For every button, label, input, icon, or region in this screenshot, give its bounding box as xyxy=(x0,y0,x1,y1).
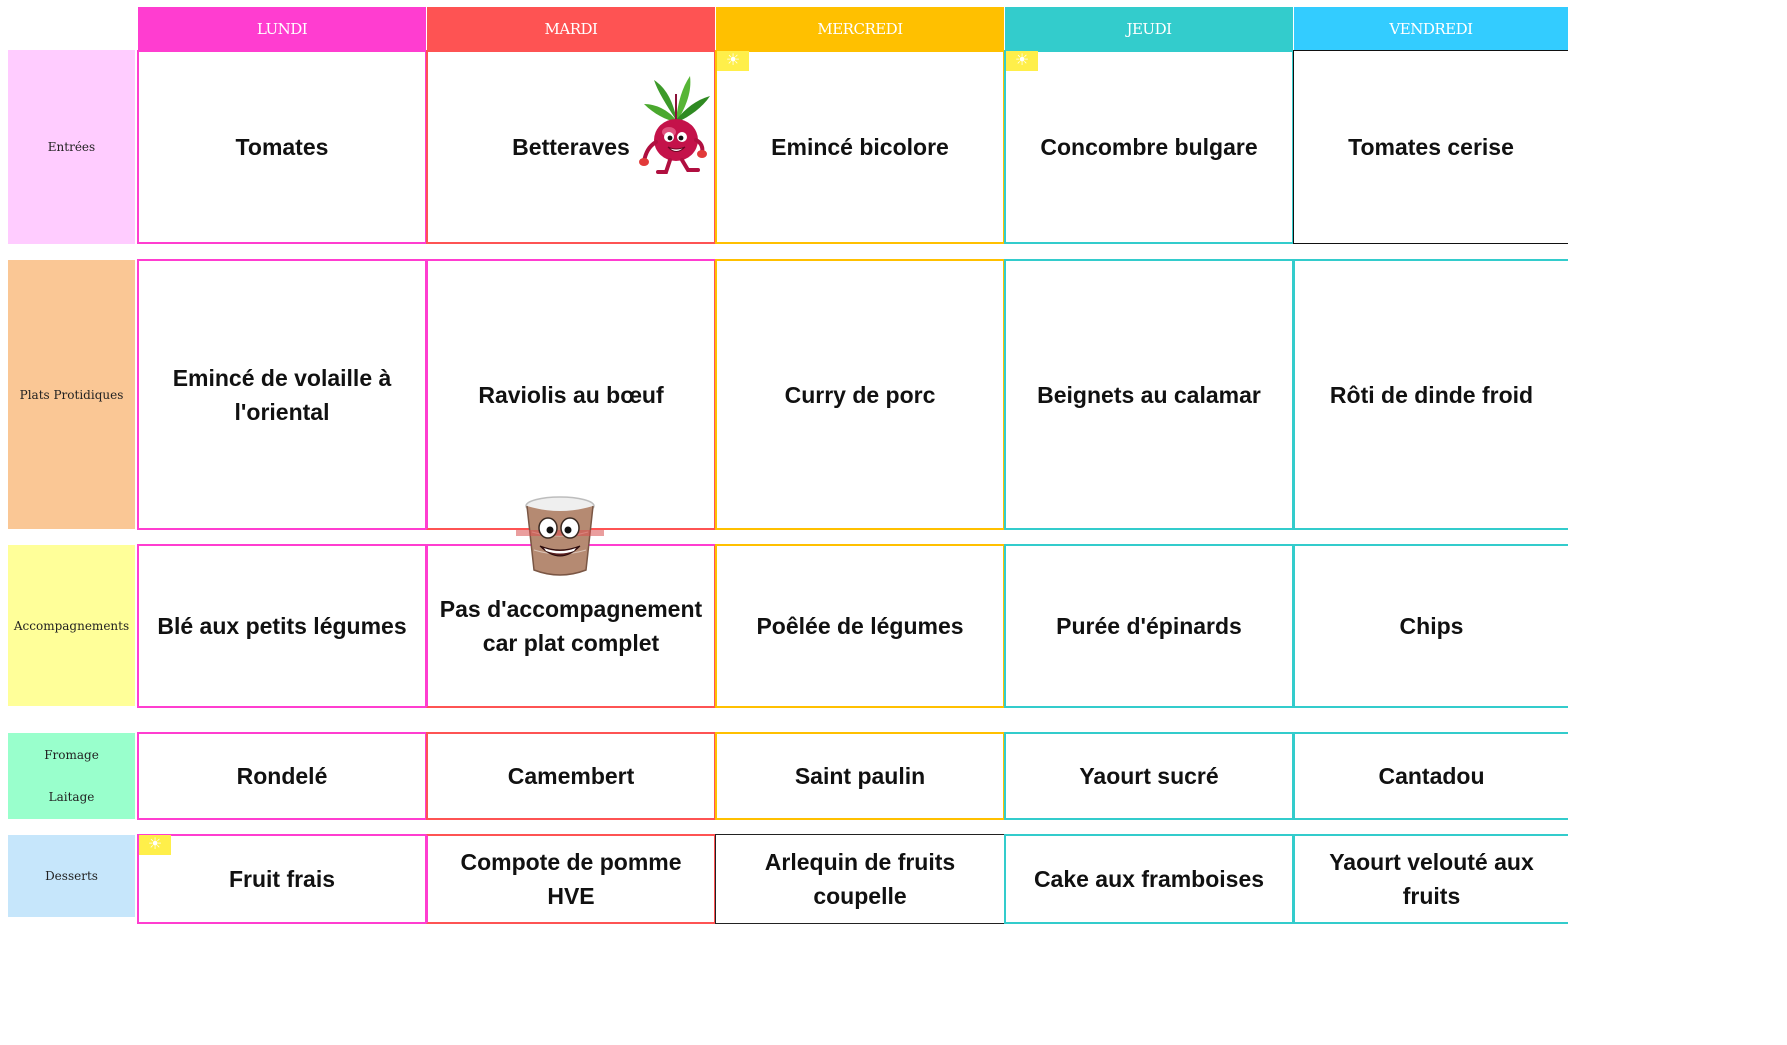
dish-name: Purée d'épinards xyxy=(1056,613,1242,639)
dish-name: Emincé bicolore xyxy=(771,134,949,160)
dish-name: Cake aux framboises xyxy=(1033,866,1265,892)
menu-cell-dessert-lundi xyxy=(137,834,427,924)
row-label-plats xyxy=(8,260,135,529)
menu-cell-fromage-mercredi xyxy=(715,732,1005,820)
day-header-mercredi: MERCREDI xyxy=(716,7,1004,50)
menu-cell-dessert-jeudi xyxy=(1004,834,1294,924)
dish-name: Saint paulin xyxy=(794,763,926,789)
sun-icon: ☀ xyxy=(717,51,749,71)
row-label-fromage-laitage xyxy=(8,733,135,819)
sun-icon: ☀ xyxy=(1006,51,1038,71)
menu-cell-dessert-vendredi xyxy=(1293,834,1568,924)
menu-cell-dessert-mercredi xyxy=(715,834,1005,924)
row-label-accompagnements xyxy=(8,545,135,706)
dish-name: Arlequin de fruits coupelle xyxy=(764,849,956,909)
menu-cell-plat-mercredi xyxy=(715,259,1005,530)
dish-name: Concombre bulgare xyxy=(1040,134,1258,160)
dish-name: Betteraves xyxy=(512,134,630,160)
dish-name: Cantadou xyxy=(1378,763,1485,789)
menu-cell-accomp-jeudi xyxy=(1004,544,1294,708)
menu-cell-entree-jeudi xyxy=(1004,50,1294,244)
dish-name: Rôti de dinde froid xyxy=(1329,381,1534,408)
dish-name: Yaourt velouté aux fruits xyxy=(1329,849,1534,909)
menu-cell-plat-vendredi xyxy=(1293,259,1568,530)
yogurt-pot-mascot-icon xyxy=(510,492,610,582)
menu-cell-fromage-vendredi xyxy=(1293,732,1568,820)
dish-name: Compote de pomme HVE xyxy=(460,849,682,909)
dish-name: Curry de porc xyxy=(784,381,936,408)
dish-name: Chips xyxy=(1399,613,1464,639)
menu-cell-accomp-lundi xyxy=(137,544,427,708)
menu-cell-plat-lundi xyxy=(137,259,427,530)
row-label-text-2: Laitage xyxy=(48,790,95,804)
row-label-desserts xyxy=(8,835,135,917)
menu-cell-entree-lundi xyxy=(137,50,427,244)
menu-cell-fromage-jeudi xyxy=(1004,732,1294,820)
dish-name: Rondelé xyxy=(236,763,328,789)
day-header-vendredi: VENDREDI xyxy=(1294,7,1568,50)
dish-name: Pas d'accompagnement car plat complet xyxy=(439,596,703,656)
dish-name: Camembert xyxy=(507,763,635,789)
day-header-mardi: MARDI xyxy=(427,7,715,50)
day-header-jeudi: JEUDI xyxy=(1005,7,1293,50)
day-header-lundi: LUNDI xyxy=(138,7,426,50)
menu-cell-entree-vendredi xyxy=(1293,50,1568,244)
menu-cell-plat-mardi xyxy=(426,259,716,530)
dish-name: Poêlée de légumes xyxy=(756,613,964,639)
menu-cell-fromage-lundi xyxy=(137,732,427,820)
menu-cell-fromage-mardi xyxy=(426,732,716,820)
menu-cell-accomp-mercredi xyxy=(715,544,1005,708)
menu-cell-accomp-vendredi xyxy=(1293,544,1568,708)
menu-cell-entree-mercredi xyxy=(715,50,1005,244)
row-label-text: Fromage xyxy=(44,748,99,762)
menu-cell-plat-jeudi xyxy=(1004,259,1294,530)
row-label-text: Desserts xyxy=(45,869,98,883)
dish-name: Tomates xyxy=(235,134,329,160)
menu-cell-dessert-mardi xyxy=(426,834,716,924)
dish-name: Beignets au calamar xyxy=(1037,381,1261,408)
row-label-text: Accompagnements xyxy=(13,618,130,633)
dish-name: Fruit frais xyxy=(228,866,336,892)
row-label-entrees xyxy=(8,50,135,244)
dish-name: Blé aux petits légumes xyxy=(157,613,407,639)
row-label-text: Plats Protidiques xyxy=(19,387,124,402)
dish-name: Raviolis au bœuf xyxy=(478,381,664,408)
beet-mascot-icon xyxy=(636,74,716,176)
row-label-text: Entrées xyxy=(47,140,96,154)
dish-name: Tomates cerise xyxy=(1348,134,1514,160)
dish-name: Yaourt sucré xyxy=(1079,763,1219,789)
sun-icon: ☀ xyxy=(139,835,171,855)
dish-name: Emincé de volaille à l'oriental xyxy=(172,364,392,425)
